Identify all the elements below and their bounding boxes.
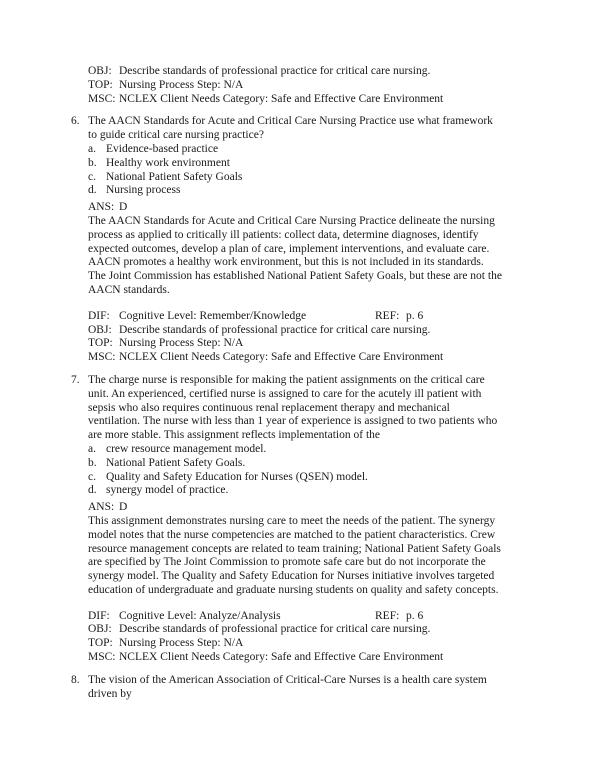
question-7-metadata (88, 610, 514, 665)
ref-label: REF: (375, 309, 400, 322)
msc-value: NCLEX Client Needs Category: Safe and Effective Care Environment (119, 351, 444, 364)
option-text: National Patient Safety Goals (106, 170, 243, 183)
option-text: synergy model of practice. (106, 484, 229, 497)
ref-value: p. 6 (406, 609, 424, 622)
question-stem-line (71, 373, 514, 388)
option-letter: b. (88, 156, 97, 169)
option-c (88, 471, 514, 485)
top-label: TOP: (88, 78, 113, 91)
rationale-line: synergy model. The Quality and Safety Education for Nurses initiative involves targeted (88, 570, 495, 583)
dif-value: Cognitive Level: Analyze/Analysis (119, 609, 281, 622)
answer-label: ANS: (88, 501, 115, 514)
option-text: Healthy work environment (106, 156, 230, 169)
obj-value: Describe standards of professional practice for critical care nursing. (119, 65, 431, 77)
option-letter: c. (88, 470, 96, 483)
document-content (71, 65, 514, 701)
rationale-line: model notes that the nurse competencies are matched to the patient characteristics. Crew (88, 528, 496, 541)
option-b (88, 457, 514, 471)
rationale-line: process as applied to critically ill patients: collect data, determine diagnoses, identify (88, 228, 479, 241)
option-letter: d. (88, 184, 97, 197)
option-letter: a. (88, 142, 96, 155)
top-value: Nursing Process Step: N/A (119, 337, 244, 350)
rationale-line: education of undergraduate and graduate nursing students on quality and safety concepts. (88, 583, 499, 596)
msc-label: MSC: (88, 92, 116, 105)
meta-row-obj (88, 65, 514, 79)
obj-value: Describe standards of professional practice for critical care nursing. (119, 323, 431, 336)
msc-value: NCLEX Client Needs Category: Safe and Effective Care Environment (119, 651, 444, 664)
question-stem-line (71, 673, 514, 688)
dif-label: DIF: (88, 309, 110, 322)
question-stem-line: unit. An experienced, certified nurse is assigned to care for the acutely ill patient with (88, 387, 482, 400)
rationale-line: AACN promotes a healthy work environment, but this is not included in its standards. (88, 256, 484, 269)
meta-row-obj (88, 623, 514, 637)
meta-row-dif (88, 310, 514, 324)
answer-6 (88, 201, 514, 298)
question-stem-text: The vision of the American Association of Critical-Care Nurses is a health care system (88, 673, 487, 686)
question-stem-line: ventilation. The nurse with less than 1 year of experience is assigned to two patients who (88, 415, 498, 428)
option-a (88, 143, 514, 157)
question-number: 8. (71, 673, 80, 686)
option-d (88, 484, 514, 498)
meta-row-top (88, 337, 514, 351)
meta-row-obj (88, 324, 514, 338)
obj-label: OBJ: (88, 65, 112, 77)
question-number: 7. (71, 373, 80, 386)
answer-label: ANS: (88, 201, 115, 214)
meta-row-top (88, 79, 514, 93)
top-value: Nursing Process Step: N/A (119, 78, 244, 91)
option-letter: d. (88, 484, 97, 497)
option-d (88, 184, 514, 198)
option-c (88, 171, 514, 185)
top-label: TOP: (88, 337, 113, 350)
question-stem-line: sepsis who also requires continuous renal replacement therapy and mechanical (88, 401, 450, 414)
option-b (88, 157, 514, 171)
meta-row-msc (88, 651, 514, 665)
option-text: Nursing process (106, 184, 181, 197)
ref-group (375, 610, 423, 624)
question-stem-line: to guide critical care nursing practice? (88, 129, 264, 142)
rationale-line: are specified by The Joint Commission to promote safe care but do not incorporate the (88, 556, 486, 569)
question-8 (71, 673, 514, 702)
option-text: crew resource management model. (106, 442, 267, 455)
ref-label: REF: (375, 609, 400, 622)
option-letter: a. (88, 442, 96, 455)
dif-value: Cognitive Level: Remember/Knowledge (119, 309, 307, 322)
answer-value: D (119, 201, 128, 214)
question-6-metadata (88, 310, 514, 365)
rationale-line: The Joint Commission has established National Patient Safety Goals, but these are not the (88, 270, 502, 283)
ref-group (375, 310, 423, 324)
msc-value: NCLEX Client Needs Category: Safe and Effective Care Environment (119, 92, 444, 105)
rationale-line: AACN standards. (88, 283, 170, 296)
option-text: Evidence-based practice (106, 142, 219, 155)
top-value: Nursing Process Step: N/A (119, 637, 244, 650)
meta-row-top (88, 637, 514, 651)
rationale-line: The AACN Standards for Acute and Critical Care Nursing Practice delineate the nursing (88, 214, 495, 227)
answer-value: D (119, 501, 128, 514)
top-label: TOP: (88, 637, 113, 650)
msc-label: MSC: (88, 351, 116, 364)
question-stem-line: driven by (88, 687, 132, 700)
option-letter: b. (88, 456, 97, 469)
question-stem-text: The AACN Standards for Acute and Critical Care Nursing Practice use what framework (88, 115, 493, 128)
question-5-metadata (88, 65, 514, 106)
question-6 (71, 115, 514, 198)
meta-row-msc (88, 93, 514, 107)
meta-row-dif (88, 610, 514, 624)
dif-label: DIF: (88, 609, 110, 622)
rationale-line: resource management concepts are related to team training; National Patient Safety Goals (88, 542, 501, 555)
obj-label: OBJ: (88, 323, 112, 336)
option-a (88, 443, 514, 457)
msc-label: MSC: (88, 651, 116, 664)
rationale-line: This assignment demonstrates nursing care to meet the needs of the patient. The synergy (88, 514, 496, 527)
ref-value: p. 6 (406, 309, 424, 322)
answer-row (88, 201, 514, 215)
answer-row (88, 501, 514, 515)
question-stem-line: are more stable. This assignment reflects implementation of the (88, 429, 380, 442)
answer-7 (88, 501, 514, 598)
option-text: Quality and Safety Education for Nurses (QSEN) model. (106, 470, 368, 483)
question-stem-text: The charge nurse is responsible for making the patient assignments on the critical care (88, 373, 485, 386)
rationale-line: expected outcomes, develop a plan of care, implement interventions, and evaluate care. (88, 242, 490, 255)
question-stem-line (71, 115, 514, 129)
meta-row-msc (88, 351, 514, 365)
obj-label: OBJ: (88, 623, 112, 636)
question-7 (71, 373, 514, 498)
question-number: 6. (71, 115, 80, 128)
option-text: National Patient Safety Goals. (106, 456, 246, 469)
obj-value: Describe standards of professional practice for critical care nursing. (119, 623, 431, 636)
option-letter: c. (88, 170, 96, 183)
